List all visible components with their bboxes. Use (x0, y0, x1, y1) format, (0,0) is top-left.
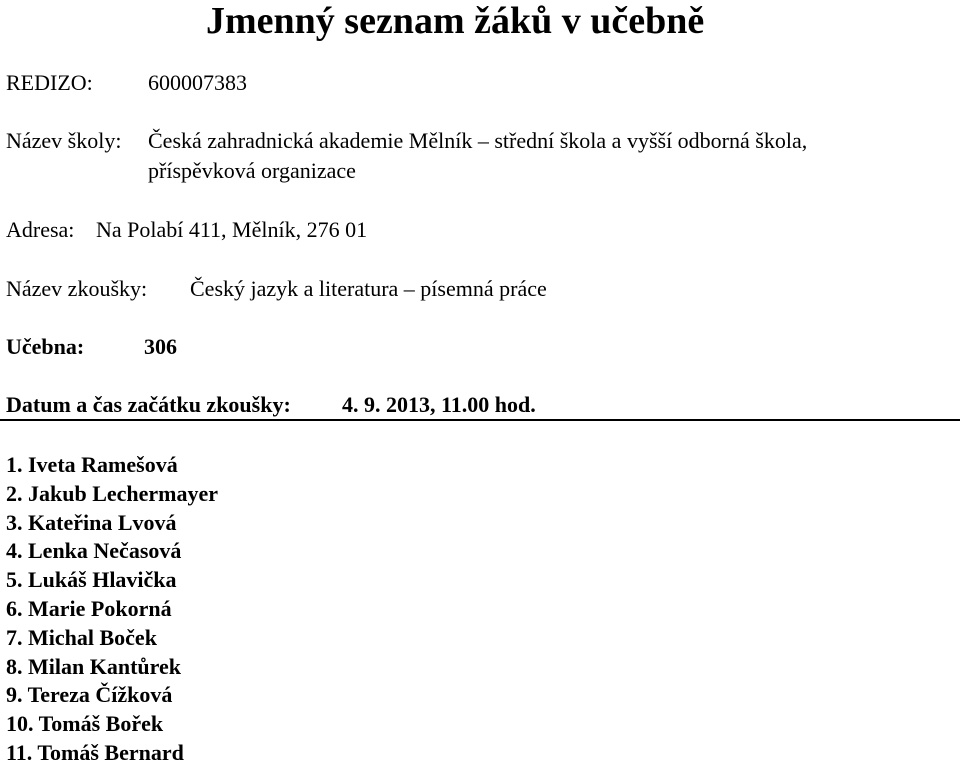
school-name-line1: Česká zahradnická akademie Mělník – střední škola a vyšší odborná škola, (148, 128, 808, 153)
list-item: 5. Lukáš Hlavička (6, 567, 177, 593)
list-item: 3. Kateřina Lvová (6, 509, 177, 535)
exam-value: Český jazyk a literatura – písemná práce (190, 276, 547, 301)
school-name-line2: příspěvková organizace (148, 158, 356, 183)
list-item: 7. Michal Boček (6, 624, 157, 650)
list-item: 2. Jakub Lechermayer (6, 480, 219, 506)
list-item: 4. Lenka Nečasová (6, 538, 182, 564)
exam-start-label: Datum a čas začátku zkoušky: (6, 392, 291, 417)
list-item: 8. Milan Kantůrek (6, 653, 182, 679)
address-value: Na Polabí 411, Mělník, 276 01 (96, 217, 368, 242)
list-item: 9. Tereza Čížková (6, 682, 173, 708)
address-label: Adresa: (6, 217, 75, 242)
redizo-label: REDIZO: (6, 70, 93, 95)
redizo-value: 600007383 (148, 70, 247, 95)
exam-label: Název zkoušky: (6, 276, 148, 301)
classroom-label: Učebna: (6, 334, 85, 359)
list-item: 10. Tomáš Bořek (6, 711, 164, 737)
classroom-value: 306 (144, 334, 177, 359)
list-item: 11. Tomáš Bernard (6, 739, 184, 765)
school-label: Název školy: (6, 128, 122, 153)
page-title: Jmenný seznam žáků v učebně (206, 0, 705, 42)
list-item: 1. Iveta Ramešová (6, 452, 178, 477)
divider (0, 419, 960, 421)
list-item: 6. Marie Pokorná (6, 595, 172, 621)
exam-start-value: 4. 9. 2013, 11.00 hod. (342, 392, 536, 417)
student-list (6, 451, 218, 768)
